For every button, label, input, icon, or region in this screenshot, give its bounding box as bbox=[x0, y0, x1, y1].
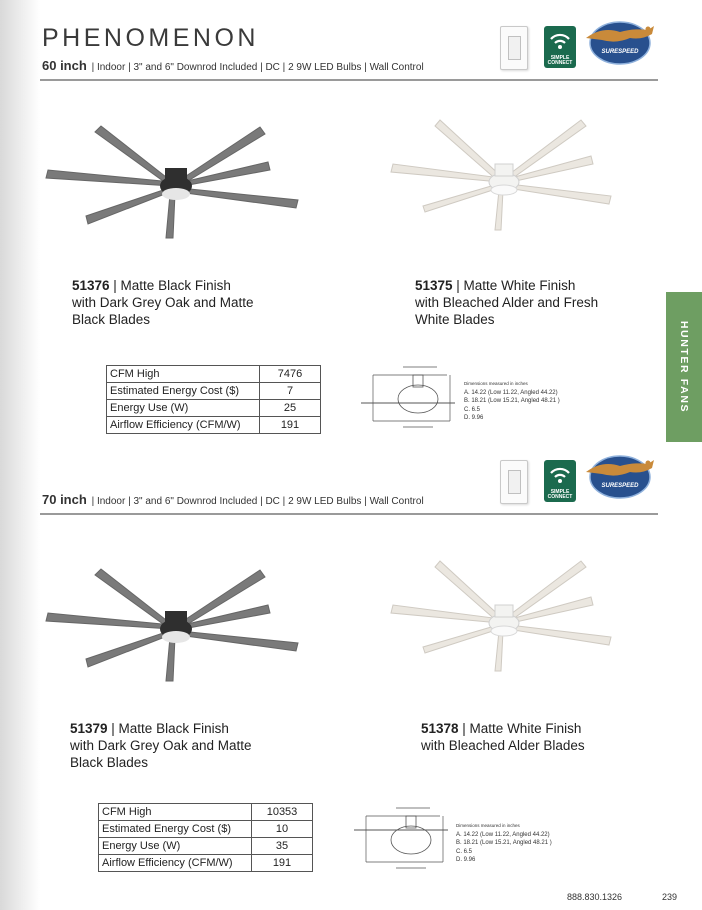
product-finish: | Matte White Finish bbox=[458, 721, 582, 736]
dimension-c: C. 6.5 bbox=[456, 848, 473, 855]
spec-label: Estimated Energy Cost ($) bbox=[107, 383, 260, 400]
spec-label: Airflow Efficiency (CFM/W) bbox=[99, 855, 252, 872]
page-title: PHENOMENON bbox=[42, 24, 259, 52]
surespeed-label: SURESPEED bbox=[601, 483, 639, 489]
product-desc-line: White Blades bbox=[415, 312, 495, 327]
dimension-d: D. 9.96 bbox=[456, 857, 476, 863]
table-row bbox=[99, 804, 313, 821]
spec-label: Estimated Energy Cost ($) bbox=[99, 821, 252, 838]
spec-label: CFM High bbox=[99, 804, 252, 821]
specs-table-70 bbox=[98, 803, 313, 872]
product-sku: 51376 bbox=[72, 278, 110, 293]
dimension-diagram-60 bbox=[355, 363, 463, 433]
spec-label: Energy Use (W) bbox=[107, 400, 260, 417]
spec-value: 191 bbox=[252, 855, 313, 872]
spec-value: 35 bbox=[252, 838, 313, 855]
simple-connect-icon bbox=[544, 26, 576, 68]
spec-value: 191 bbox=[260, 417, 321, 434]
table-row bbox=[99, 855, 313, 872]
product-caption-51378 bbox=[421, 720, 585, 754]
simple-connect-label: SIMPLE CONNECT bbox=[547, 489, 573, 500]
product-caption-51375 bbox=[415, 277, 598, 328]
dimension-c: C. 6.5 bbox=[464, 406, 481, 413]
section-spec: | Indoor | 3" and 6" Downrod Included | DC | 2 9W LED Bulbs | Wall Control bbox=[91, 62, 424, 73]
section-divider bbox=[40, 79, 658, 81]
fan-image-51376 bbox=[40, 112, 310, 250]
product-desc-line: with Bleached Alder Blades bbox=[421, 738, 585, 753]
page-edge-shade bbox=[0, 0, 40, 910]
product-caption-51376 bbox=[72, 277, 254, 328]
dimension-heading: Dimensions measured in inches bbox=[464, 381, 528, 386]
dimension-heading: Dimensions measured in inches bbox=[456, 823, 520, 828]
section-size: 70 inch bbox=[42, 492, 87, 507]
table-row bbox=[107, 417, 321, 434]
section-70-spec-line bbox=[42, 492, 424, 507]
side-tab-label: HUNTER FANS bbox=[678, 320, 690, 414]
spec-value: 10 bbox=[252, 821, 313, 838]
hunter-fans-tab bbox=[666, 292, 702, 442]
table-row bbox=[99, 838, 313, 855]
specs-table-60 bbox=[106, 365, 321, 434]
product-finish: | Matte Black Finish bbox=[107, 721, 229, 736]
dimension-b: B. 18.21 (Low 15.21, Angled 48.21 ) bbox=[456, 840, 552, 846]
spec-label: Energy Use (W) bbox=[99, 838, 252, 855]
fan-image-51379 bbox=[40, 555, 310, 693]
dimension-a: A. 14.22 (Low 11.22, Angled 44.22) bbox=[456, 831, 550, 838]
feature-badges bbox=[500, 452, 660, 508]
table-row bbox=[107, 383, 321, 400]
wall-control-icon bbox=[500, 460, 528, 504]
surespeed-icon bbox=[582, 16, 658, 68]
product-desc-line: with Bleached Alder and Fresh bbox=[415, 295, 599, 310]
wall-control-icon bbox=[500, 26, 528, 70]
product-finish: | Matte White Finish bbox=[452, 278, 576, 293]
spec-value: 7 bbox=[260, 383, 321, 400]
product-desc-line: with Dark Grey Oak and Matte bbox=[70, 738, 252, 753]
spec-value: 25 bbox=[260, 400, 321, 417]
spec-label: CFM High bbox=[107, 366, 260, 383]
spec-label: Airflow Efficiency (CFM/W) bbox=[107, 417, 260, 434]
section-divider bbox=[40, 513, 658, 515]
simple-connect-label: SIMPLE CONNECT bbox=[547, 55, 573, 66]
product-caption-51379 bbox=[70, 720, 252, 771]
product-finish: | Matte Black Finish bbox=[109, 278, 231, 293]
section-spec: | Indoor | 3" and 6" Downrod Included | DC | 2 9W LED Bulbs | Wall Control bbox=[91, 496, 424, 507]
spec-value: 7476 bbox=[260, 366, 321, 383]
feature-badges bbox=[500, 18, 660, 74]
surespeed-icon bbox=[582, 450, 658, 502]
product-sku: 51375 bbox=[415, 278, 453, 293]
table-row bbox=[99, 821, 313, 838]
product-desc-line: with Dark Grey Oak and Matte bbox=[72, 295, 254, 310]
fan-image-51378 bbox=[385, 553, 615, 681]
product-sku: 51379 bbox=[70, 721, 108, 736]
dimension-b: B. 18.21 (Low 15.21, Angled 48.21 ) bbox=[464, 398, 560, 404]
product-sku: 51378 bbox=[421, 721, 459, 736]
dimension-notes-60 bbox=[464, 380, 560, 423]
table-row bbox=[107, 400, 321, 417]
product-desc-line: Black Blades bbox=[70, 755, 149, 770]
section-size: 60 inch bbox=[42, 58, 87, 73]
footer-phone: 888.830.1326 bbox=[567, 892, 623, 902]
fan-image-51375 bbox=[385, 112, 615, 240]
dimension-diagram-70 bbox=[348, 804, 456, 874]
page-number: 239 bbox=[662, 892, 678, 902]
product-desc-line: Black Blades bbox=[72, 312, 151, 327]
section-60-spec-line bbox=[42, 58, 424, 73]
dimension-a: A. 14.22 (Low 11.22, Angled 44.22) bbox=[464, 389, 558, 396]
spec-value: 10353 bbox=[252, 804, 313, 821]
table-row bbox=[107, 366, 321, 383]
simple-connect-icon bbox=[544, 460, 576, 502]
dimension-notes-70 bbox=[456, 822, 552, 865]
surespeed-label: SURESPEED bbox=[601, 49, 639, 55]
dimension-d: D. 9.96 bbox=[464, 415, 484, 421]
